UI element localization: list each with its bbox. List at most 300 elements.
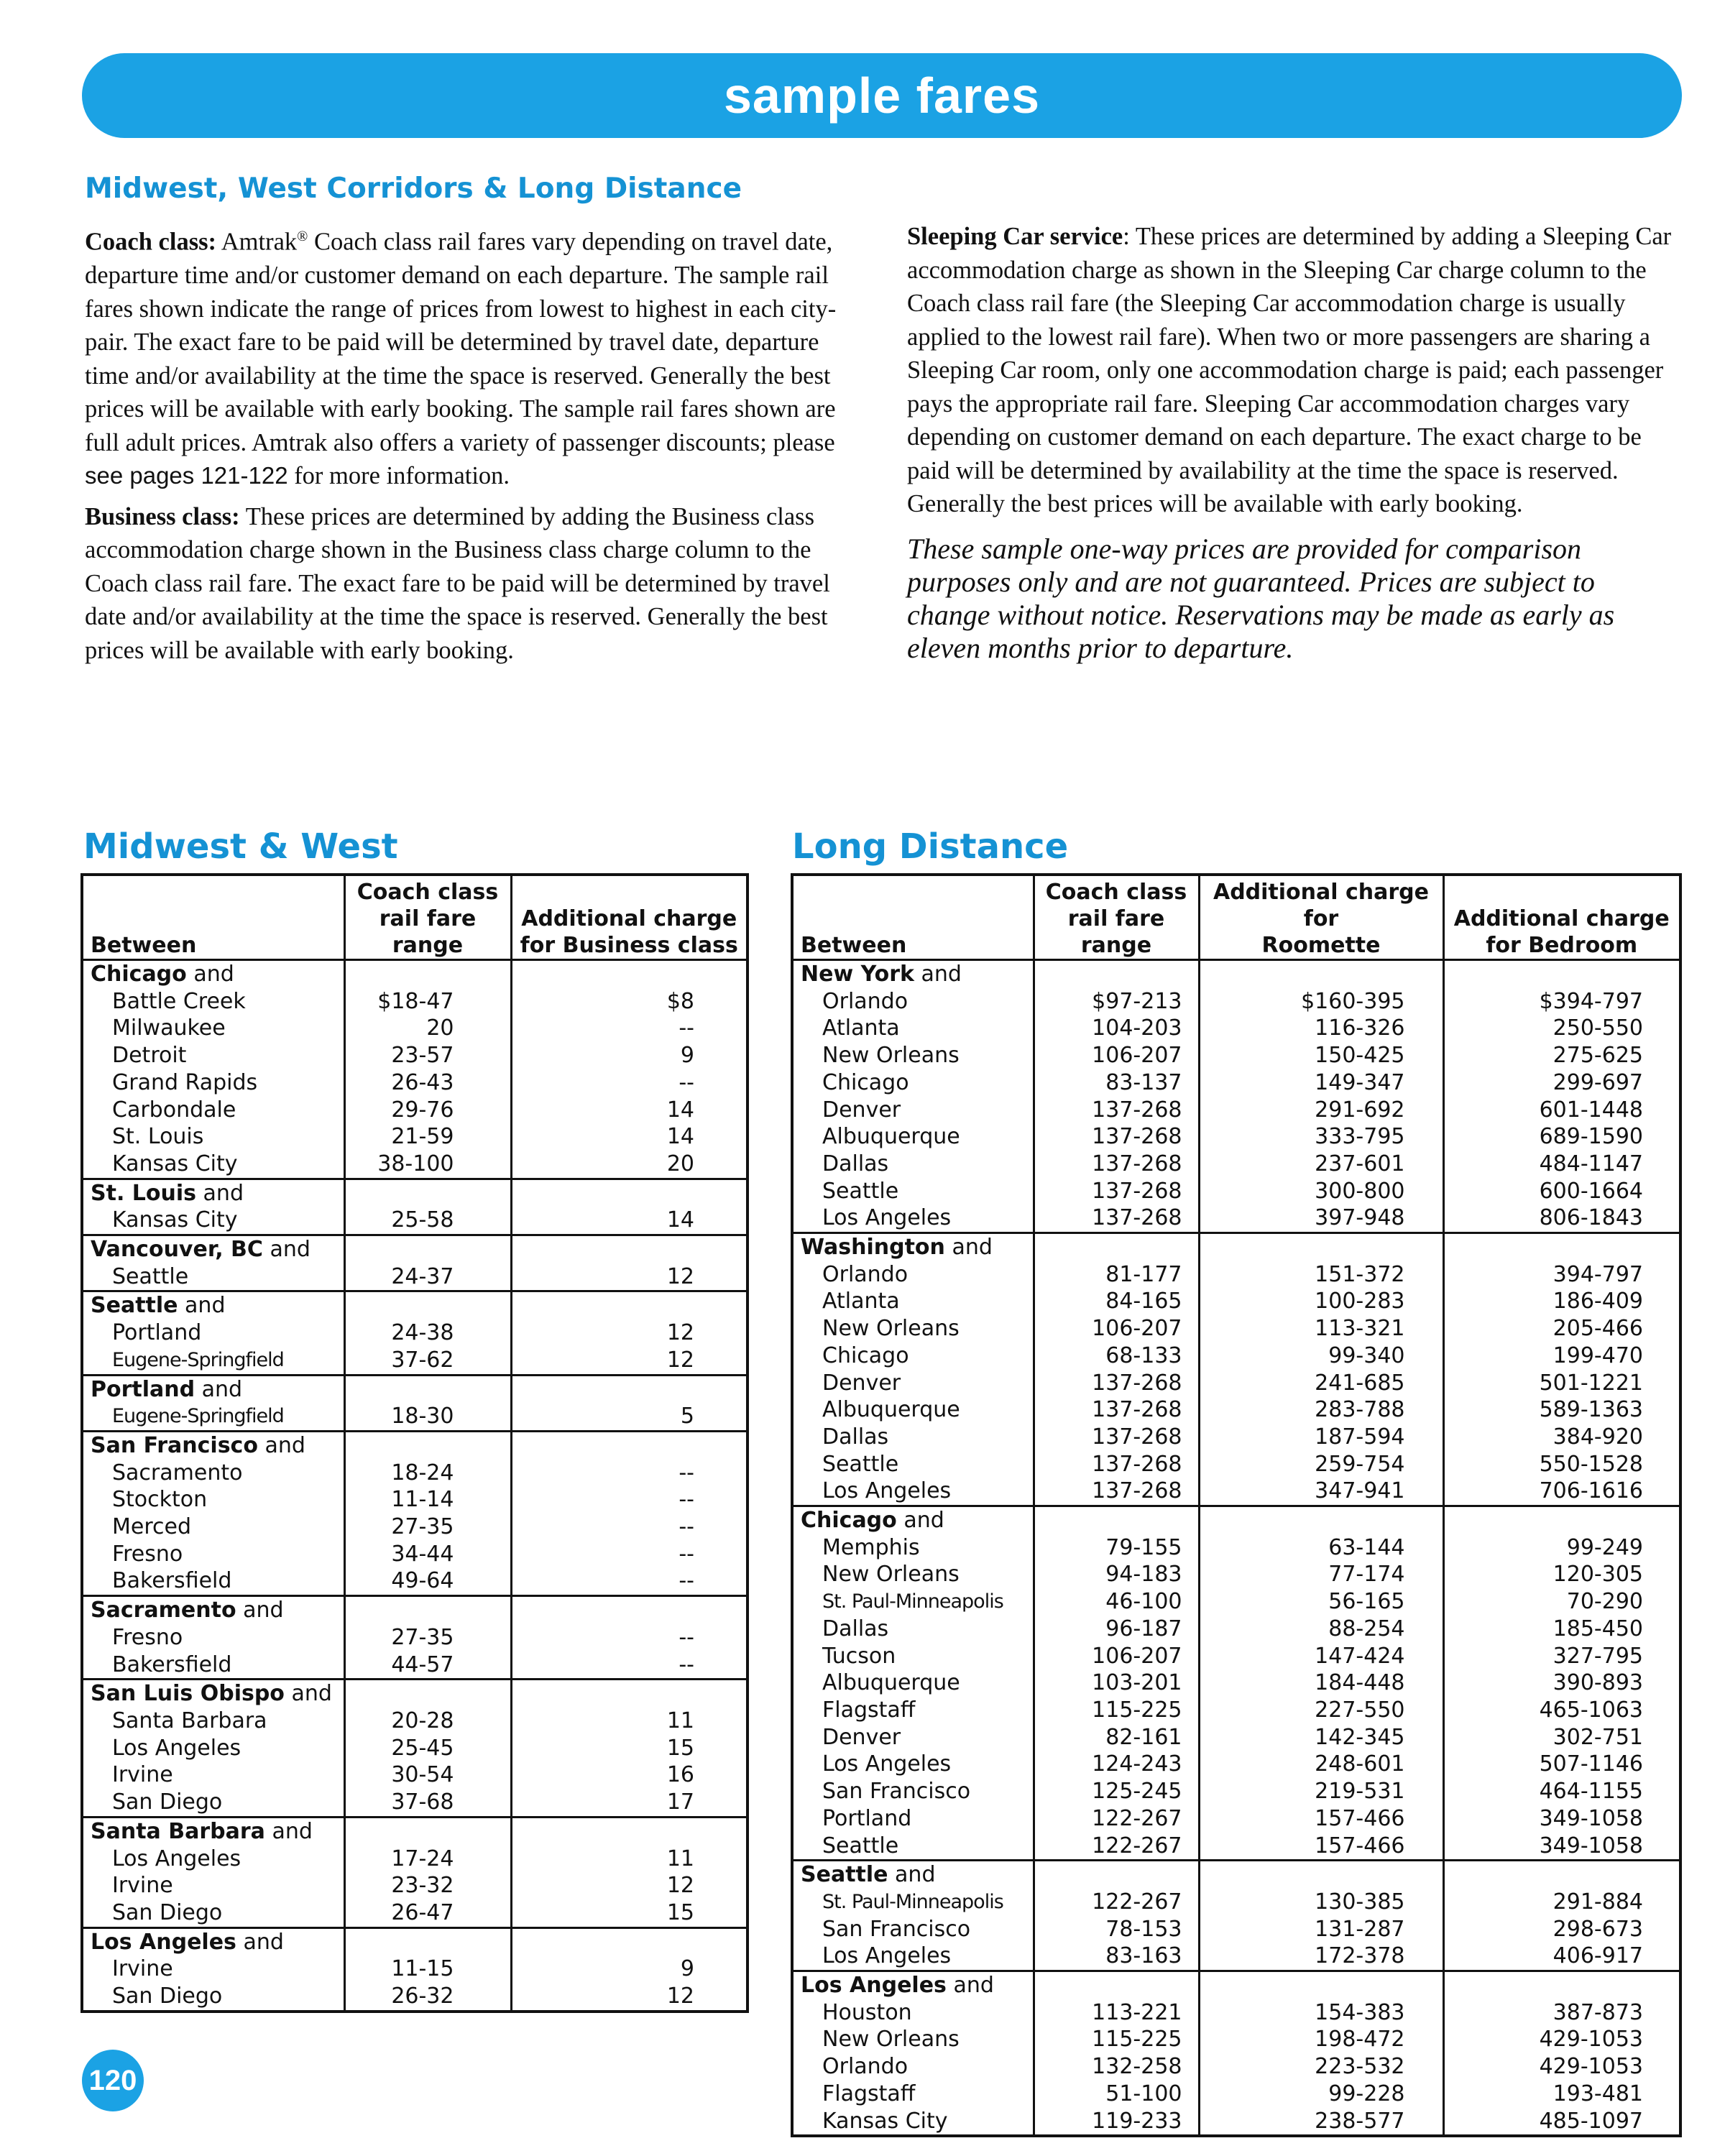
column-header: Additional charge for Bedroom bbox=[1443, 875, 1680, 960]
origin-row bbox=[82, 1235, 748, 1263]
fare-cell: 507-1146 bbox=[1443, 1751, 1680, 1778]
destination-city: Dallas bbox=[822, 1616, 889, 1641]
origin-row bbox=[82, 1596, 748, 1624]
destination-city: Irvine bbox=[112, 1873, 173, 1899]
destination-city: Denver bbox=[822, 1097, 901, 1123]
fare-cell: 187-594 bbox=[1199, 1424, 1443, 1451]
table-row bbox=[82, 1761, 748, 1789]
fare-cell: 302-751 bbox=[1443, 1724, 1680, 1751]
table-header-row bbox=[792, 875, 1680, 960]
fare-cell: -- bbox=[511, 1541, 748, 1568]
fare-cell: 157-466 bbox=[1199, 1805, 1443, 1833]
fare-cell: 26-47 bbox=[344, 1899, 511, 1927]
fare-cell: 689-1590 bbox=[1443, 1123, 1680, 1151]
table-row bbox=[792, 1916, 1680, 1943]
table-row bbox=[82, 1097, 748, 1124]
fare-cell: 11 bbox=[511, 1708, 748, 1735]
table-row bbox=[792, 2108, 1680, 2137]
destination-city: San Diego bbox=[112, 1984, 223, 2009]
origin-city: Seattle and bbox=[792, 1861, 1034, 1889]
table-row bbox=[82, 1624, 748, 1651]
table-row bbox=[792, 1288, 1680, 1315]
fare-cell: 12 bbox=[511, 1872, 748, 1899]
fare-cell: 30-54 bbox=[344, 1761, 511, 1789]
origin-row bbox=[792, 1506, 1680, 1534]
destination-city: Denver bbox=[822, 1724, 901, 1750]
origin-row bbox=[82, 1291, 748, 1319]
fare-cell: 34-44 bbox=[344, 1541, 511, 1568]
fare-cell: 21-59 bbox=[344, 1123, 511, 1151]
table-row bbox=[82, 1015, 748, 1042]
fare-cell: 241-685 bbox=[1199, 1370, 1443, 1397]
long-distance-heading: Long Distance bbox=[792, 826, 1069, 867]
fare-cell: 88-254 bbox=[1199, 1616, 1443, 1643]
fare-cell: 12 bbox=[511, 1263, 748, 1291]
table-row bbox=[792, 1342, 1680, 1370]
table-row bbox=[792, 1534, 1680, 1562]
column-header: Between bbox=[82, 875, 344, 960]
destination-city: Atlanta bbox=[822, 1015, 900, 1041]
destination-city: San Francisco bbox=[822, 1916, 971, 1942]
fare-cell: 83-137 bbox=[1034, 1069, 1199, 1097]
fare-cell: 12 bbox=[511, 1347, 748, 1375]
table-row bbox=[792, 1724, 1680, 1751]
column-header: Coach class rail fare range bbox=[344, 875, 511, 960]
fare-cell: 14 bbox=[511, 1097, 748, 1124]
origin-row bbox=[82, 1375, 748, 1403]
fare-cell: 149-347 bbox=[1199, 1069, 1443, 1097]
fare-cell: 130-385 bbox=[1199, 1889, 1443, 1916]
table-row bbox=[792, 1616, 1680, 1643]
fare-cell: 205-466 bbox=[1443, 1315, 1680, 1342]
table-row bbox=[792, 1999, 1680, 2027]
fare-cell: 227-550 bbox=[1199, 1697, 1443, 1724]
destination-city: New Orleans bbox=[822, 2027, 960, 2053]
fare-cell: 100-283 bbox=[1199, 1288, 1443, 1315]
destination-city: Houston bbox=[822, 1999, 912, 2025]
fare-cell: 99-249 bbox=[1443, 1534, 1680, 1562]
fare-cell: 29-76 bbox=[344, 1097, 511, 1124]
fare-cell: 122-267 bbox=[1034, 1889, 1199, 1916]
fare-cell: 37-62 bbox=[344, 1347, 511, 1375]
fare-cell: 390-893 bbox=[1443, 1669, 1680, 1697]
fare-cell: $160-395 bbox=[1199, 988, 1443, 1015]
fare-cell: 44-57 bbox=[344, 1651, 511, 1680]
fare-cell: 18-30 bbox=[344, 1403, 511, 1431]
fare-cell: 333-795 bbox=[1199, 1123, 1443, 1151]
origin-city: Chicago and bbox=[91, 962, 234, 987]
fare-cell: 106-207 bbox=[1034, 1315, 1199, 1342]
column-header: Additional charge for Business class bbox=[511, 875, 748, 960]
table-row bbox=[82, 1319, 748, 1347]
destination-city: Irvine bbox=[112, 1762, 173, 1788]
destination-city: Albuquerque bbox=[822, 1124, 960, 1150]
destination-city: New Orleans bbox=[822, 1562, 960, 1588]
fare-cell: 78-153 bbox=[1034, 1916, 1199, 1943]
destination-city: Merced bbox=[112, 1514, 192, 1540]
fare-cell: 137-268 bbox=[1034, 1178, 1199, 1205]
fare-cell: 142-345 bbox=[1199, 1724, 1443, 1751]
destination-city: Los Angeles bbox=[112, 1846, 242, 1871]
fare-cell: 12 bbox=[511, 1319, 748, 1347]
destination-city: Albuquerque bbox=[822, 1670, 960, 1696]
destination-city: Bakersfield bbox=[112, 1651, 232, 1677]
destination-city: Los Angeles bbox=[822, 1943, 952, 1969]
destination-city: Flagstaff bbox=[822, 2081, 916, 2106]
fare-cell: 806-1843 bbox=[1443, 1204, 1680, 1233]
fare-cell: 137-268 bbox=[1034, 1396, 1199, 1424]
midwest-west-table bbox=[80, 873, 749, 2013]
fare-cell: 137-268 bbox=[1034, 1123, 1199, 1151]
fare-cell: 37-68 bbox=[344, 1789, 511, 1817]
destination-city: San Diego bbox=[112, 1899, 223, 1925]
destination-city: Seattle bbox=[112, 1263, 189, 1289]
fare-cell: -- bbox=[511, 1486, 748, 1514]
fare-cell: 347-941 bbox=[1199, 1478, 1443, 1506]
origin-city: Los Angeles and bbox=[792, 1971, 1034, 1999]
fare-cell: 184-448 bbox=[1199, 1669, 1443, 1697]
fare-cell: 185-450 bbox=[1443, 1616, 1680, 1643]
table-row bbox=[792, 1805, 1680, 1833]
fare-cell: 16 bbox=[511, 1761, 748, 1789]
table-row bbox=[792, 1097, 1680, 1124]
fare-cell: 131-287 bbox=[1199, 1916, 1443, 1943]
fare-cell: 49-64 bbox=[344, 1567, 511, 1595]
fare-cell: 291-692 bbox=[1199, 1097, 1443, 1124]
table-row bbox=[792, 1943, 1680, 1971]
destination-city: Chicago bbox=[822, 1069, 909, 1095]
fare-cell: 11 bbox=[511, 1846, 748, 1873]
table-header-row bbox=[82, 875, 748, 960]
intro-right-column bbox=[907, 220, 1676, 672]
fare-cell: 99-228 bbox=[1199, 2081, 1443, 2108]
disclaimer: These sample one-way prices are provided for comparison purposes only and are not guaranteed. Prices are subject to change without notice. Reservations may be made as early as eleven months prior to departure. bbox=[907, 532, 1615, 664]
table-row bbox=[792, 1451, 1680, 1478]
destination-city: Battle Creek bbox=[112, 988, 246, 1014]
page-title: sample fares bbox=[723, 68, 1041, 124]
fare-cell: 151-372 bbox=[1199, 1261, 1443, 1289]
intro-left-column bbox=[85, 220, 854, 674]
origin-row bbox=[82, 1680, 748, 1708]
fare-cell: 115-225 bbox=[1034, 1697, 1199, 1724]
fare-cell: 349-1058 bbox=[1443, 1833, 1680, 1861]
fare-cell: 223-532 bbox=[1199, 2053, 1443, 2081]
fare-cell: 15 bbox=[511, 1735, 748, 1762]
table-row bbox=[792, 1889, 1680, 1916]
table-row bbox=[82, 1151, 748, 1179]
origin-city: San Francisco and bbox=[82, 1431, 344, 1459]
fare-cell: 70-290 bbox=[1443, 1588, 1680, 1616]
table-row bbox=[792, 1478, 1680, 1506]
destination-city: Carbondale bbox=[112, 1097, 236, 1123]
fare-cell: 397-948 bbox=[1199, 1204, 1443, 1233]
table-row bbox=[82, 1789, 748, 1817]
destination-city: Eugene-Springfield bbox=[112, 1348, 284, 1371]
destination-city: Seattle bbox=[822, 1178, 899, 1204]
fare-cell: 122-267 bbox=[1034, 1805, 1199, 1833]
table-row bbox=[82, 1735, 748, 1762]
fare-cell: 248-601 bbox=[1199, 1751, 1443, 1778]
fare-cell: 25-58 bbox=[344, 1207, 511, 1235]
fare-cell: 83-163 bbox=[1034, 1943, 1199, 1971]
destination-city: Albuquerque bbox=[822, 1397, 960, 1423]
table-row bbox=[792, 1069, 1680, 1097]
fare-cell: 27-35 bbox=[344, 1624, 511, 1651]
fare-cell: 601-1448 bbox=[1443, 1097, 1680, 1124]
fare-cell: 96-187 bbox=[1034, 1616, 1199, 1643]
destination-city: Memphis bbox=[822, 1534, 920, 1560]
fare-cell: 137-268 bbox=[1034, 1478, 1199, 1506]
fare-cell: 84-165 bbox=[1034, 1288, 1199, 1315]
destination-city: New Orleans bbox=[822, 1316, 960, 1342]
fare-cell: 20-28 bbox=[344, 1708, 511, 1735]
destination-city: Orlando bbox=[822, 2054, 908, 2080]
fare-cell: 25-45 bbox=[344, 1735, 511, 1762]
fare-cell: 198-472 bbox=[1199, 2026, 1443, 2053]
fare-cell: 14 bbox=[511, 1207, 748, 1235]
origin-row bbox=[792, 1233, 1680, 1261]
destination-city: Milwaukee bbox=[112, 1015, 226, 1041]
destination-city: Irvine bbox=[112, 1956, 173, 1982]
table-row bbox=[82, 1347, 748, 1375]
origin-city: New York and bbox=[801, 962, 962, 987]
destination-city: Portland bbox=[112, 1320, 202, 1346]
fare-cell: 298-673 bbox=[1443, 1916, 1680, 1943]
fare-cell: 113-221 bbox=[1034, 1999, 1199, 2027]
destination-city: Dallas bbox=[822, 1424, 889, 1450]
origin-city: Vancouver, BC and bbox=[82, 1235, 344, 1263]
destination-city: Portland bbox=[822, 1805, 912, 1831]
table-row bbox=[792, 1751, 1680, 1778]
fare-cell: 406-917 bbox=[1443, 1943, 1680, 1971]
fare-cell: 147-424 bbox=[1199, 1643, 1443, 1670]
fare-cell: 77-174 bbox=[1199, 1561, 1443, 1588]
destination-city: Dallas bbox=[822, 1151, 889, 1176]
business-class-paragraph bbox=[85, 500, 854, 668]
fare-cell: -- bbox=[511, 1460, 748, 1487]
fare-cell: 291-884 bbox=[1443, 1889, 1680, 1916]
fare-cell: $18-47 bbox=[344, 988, 511, 1015]
destination-city: Bakersfield bbox=[112, 1568, 232, 1594]
destination-city: Stockton bbox=[112, 1487, 208, 1513]
table-row bbox=[792, 1015, 1680, 1042]
table-row bbox=[82, 1486, 748, 1514]
fare-cell: 122-267 bbox=[1034, 1833, 1199, 1861]
destination-city: Grand Rapids bbox=[112, 1069, 258, 1095]
fare-cell: 429-1053 bbox=[1443, 2026, 1680, 2053]
table-row bbox=[82, 988, 748, 1015]
column-header: Coach class rail fare range bbox=[1034, 875, 1199, 960]
fare-cell: 11-15 bbox=[344, 1955, 511, 1983]
coach-text-c: for more information. bbox=[288, 462, 510, 489]
fare-cell: 9 bbox=[511, 1042, 748, 1069]
table-row bbox=[792, 2081, 1680, 2108]
table-row bbox=[792, 1396, 1680, 1424]
fare-cell: 56-165 bbox=[1199, 1588, 1443, 1616]
table-row bbox=[792, 1261, 1680, 1289]
destination-city: Chicago bbox=[822, 1342, 909, 1368]
origin-city: Portland and bbox=[82, 1375, 344, 1403]
table-row bbox=[792, 1588, 1680, 1616]
fare-cell: 300-800 bbox=[1199, 1178, 1443, 1205]
origin-city: Sacramento and bbox=[82, 1596, 344, 1624]
table-row bbox=[792, 1042, 1680, 1069]
fare-cell: 485-1097 bbox=[1443, 2108, 1680, 2137]
table-row bbox=[792, 2053, 1680, 2081]
fare-cell: 275-625 bbox=[1443, 1042, 1680, 1069]
fare-cell: 550-1528 bbox=[1443, 1451, 1680, 1478]
origin-city: Chicago and bbox=[792, 1506, 1034, 1534]
coach-class-label: Coach class: bbox=[85, 228, 217, 256]
destination-city: Orlando bbox=[822, 988, 908, 1014]
fare-cell: 5 bbox=[511, 1403, 748, 1431]
fare-cell: 94-183 bbox=[1034, 1561, 1199, 1588]
fare-cell: 172-378 bbox=[1199, 1943, 1443, 1971]
destination-city: Seattle bbox=[822, 1451, 899, 1477]
table-row bbox=[82, 1983, 748, 2012]
fare-cell: 137-268 bbox=[1034, 1424, 1199, 1451]
fare-cell: 106-207 bbox=[1034, 1042, 1199, 1069]
fare-cell: $394-797 bbox=[1443, 988, 1680, 1015]
fare-cell: 120-305 bbox=[1443, 1561, 1680, 1588]
fare-cell: 79-155 bbox=[1034, 1534, 1199, 1562]
table-row bbox=[792, 2026, 1680, 2053]
destination-city: St. Louis bbox=[112, 1124, 204, 1150]
table-row bbox=[792, 1151, 1680, 1178]
fare-cell: 349-1058 bbox=[1443, 1805, 1680, 1833]
registered-mark: ® bbox=[297, 229, 308, 244]
origin-city: Seattle and bbox=[82, 1291, 344, 1319]
fare-cell: 27-35 bbox=[344, 1514, 511, 1541]
fare-cell: 429-1053 bbox=[1443, 2053, 1680, 2081]
fare-cell: -- bbox=[511, 1015, 748, 1042]
destination-city: Tucson bbox=[822, 1643, 896, 1669]
fare-cell: 465-1063 bbox=[1443, 1697, 1680, 1724]
fare-cell: 38-100 bbox=[344, 1151, 511, 1179]
fare-cell: 82-161 bbox=[1034, 1724, 1199, 1751]
fare-cell: 115-225 bbox=[1034, 2026, 1199, 2053]
fare-cell: 24-37 bbox=[344, 1263, 511, 1291]
table-row bbox=[82, 1263, 748, 1291]
fare-cell: 11-14 bbox=[344, 1486, 511, 1514]
fare-cell: -- bbox=[511, 1651, 748, 1680]
fare-cell: 589-1363 bbox=[1443, 1396, 1680, 1424]
table-row bbox=[82, 1541, 748, 1568]
table-row bbox=[82, 1708, 748, 1735]
table-row bbox=[792, 1204, 1680, 1233]
table-row bbox=[82, 1899, 748, 1927]
destination-city: Denver bbox=[822, 1370, 901, 1396]
origin-city: Washington and bbox=[792, 1233, 1034, 1261]
destination-city: Los Angeles bbox=[822, 1751, 952, 1777]
fare-cell: 125-245 bbox=[1034, 1778, 1199, 1805]
fare-cell: 600-1664 bbox=[1443, 1178, 1680, 1205]
coach-class-paragraph bbox=[85, 220, 854, 493]
fare-cell: 103-201 bbox=[1034, 1669, 1199, 1697]
coach-text-b: Coach class rail fares vary depending on travel date, departure time and/or customer demand on each departure. The sample rail fares shown indicate the range of prices from lowest to highest in each city-pair. The exact fare to be paid will be determined by travel date, departure time and/or availability at the time the space is reserved. Generally the best prices will be available with early booking. The sample rail fares shown are full adult prices. Amtrak also offers a variety of passenger discounts; please bbox=[85, 228, 837, 456]
sleeping-car-label: Sleeping Car service bbox=[907, 223, 1123, 250]
destination-city: San Francisco bbox=[822, 1779, 971, 1805]
fare-cell: 20 bbox=[344, 1015, 511, 1042]
destination-city: St. Paul-Minneapolis bbox=[822, 1890, 1003, 1913]
fare-cell: 119-233 bbox=[1034, 2108, 1199, 2137]
destination-city: Los Angeles bbox=[822, 1205, 952, 1231]
page-number: 120 bbox=[82, 2050, 144, 2111]
origin-city: Los Angeles and bbox=[82, 1927, 344, 1955]
origin-row bbox=[792, 1861, 1680, 1889]
table-row bbox=[792, 1561, 1680, 1588]
fare-cell: 124-243 bbox=[1034, 1751, 1199, 1778]
table-row bbox=[792, 1833, 1680, 1861]
intro-heading: Midwest, West Corridors & Long Distance bbox=[85, 172, 742, 205]
destination-city: Kansas City bbox=[112, 1151, 238, 1176]
fare-cell: 283-788 bbox=[1199, 1396, 1443, 1424]
fare-cell: $8 bbox=[511, 988, 748, 1015]
fare-cell: 137-268 bbox=[1034, 1370, 1199, 1397]
fare-cell: 150-425 bbox=[1199, 1042, 1443, 1069]
fare-cell: -- bbox=[511, 1624, 748, 1651]
origin-row bbox=[82, 1817, 748, 1845]
origin-city: Santa Barbara and bbox=[82, 1817, 344, 1845]
table-row bbox=[792, 1778, 1680, 1805]
fare-cell: 116-326 bbox=[1199, 1015, 1443, 1042]
destination-city: Seattle bbox=[822, 1833, 899, 1858]
fare-cell: 106-207 bbox=[1034, 1643, 1199, 1670]
fare-cell: 464-1155 bbox=[1443, 1778, 1680, 1805]
table-row bbox=[792, 1697, 1680, 1724]
destination-city: Kansas City bbox=[112, 1207, 238, 1233]
destination-city: Santa Barbara bbox=[112, 1708, 267, 1733]
fare-cell: 18-24 bbox=[344, 1460, 511, 1487]
fare-cell: 501-1221 bbox=[1443, 1370, 1680, 1397]
table-row bbox=[82, 1069, 748, 1097]
fare-cell: 26-43 bbox=[344, 1069, 511, 1097]
table-row bbox=[792, 1424, 1680, 1451]
business-class-label: Business class: bbox=[85, 502, 240, 530]
see-pages-link[interactable]: see pages 121-122 bbox=[85, 462, 288, 489]
destination-city: San Diego bbox=[112, 1789, 223, 1815]
table-row bbox=[82, 1651, 748, 1680]
table-row bbox=[82, 1460, 748, 1487]
destination-city: Eugene-Springfield bbox=[112, 1405, 284, 1428]
business-text: These prices are determined by adding the Business class accommodation charge shown in the Business class charge column to the Coach class rail fare. The exact fare to be paid will be determined by travel date and/or availability at the time the space is reserved. Generally the best prices will be available with early booking. bbox=[85, 502, 830, 664]
column-header: Between bbox=[792, 875, 1034, 960]
fare-cell: 384-920 bbox=[1443, 1424, 1680, 1451]
fare-cell: 17 bbox=[511, 1789, 748, 1817]
fare-cell: 24-38 bbox=[344, 1319, 511, 1347]
fare-cell: 137-268 bbox=[1034, 1451, 1199, 1478]
fare-cell: 132-258 bbox=[1034, 2053, 1199, 2081]
table-row bbox=[82, 1846, 748, 1873]
table-row bbox=[82, 1567, 748, 1595]
fare-cell: 63-144 bbox=[1199, 1534, 1443, 1562]
destination-city: Detroit bbox=[112, 1043, 187, 1069]
table-row bbox=[792, 1178, 1680, 1205]
destination-city: Sacramento bbox=[112, 1460, 243, 1485]
table-row bbox=[792, 1123, 1680, 1151]
table-row bbox=[82, 1207, 748, 1235]
fare-cell: 387-873 bbox=[1443, 1999, 1680, 2027]
fare-cell: 99-340 bbox=[1199, 1342, 1443, 1370]
fare-cell: 394-797 bbox=[1443, 1261, 1680, 1289]
fare-cell: 327-795 bbox=[1443, 1643, 1680, 1670]
fare-cell: 137-268 bbox=[1034, 1151, 1199, 1178]
table-row bbox=[82, 1042, 748, 1069]
destination-city: Los Angeles bbox=[112, 1735, 242, 1761]
origin-row bbox=[82, 1179, 748, 1207]
destination-city: Los Angeles bbox=[822, 1478, 952, 1504]
table-row bbox=[792, 988, 1680, 1015]
